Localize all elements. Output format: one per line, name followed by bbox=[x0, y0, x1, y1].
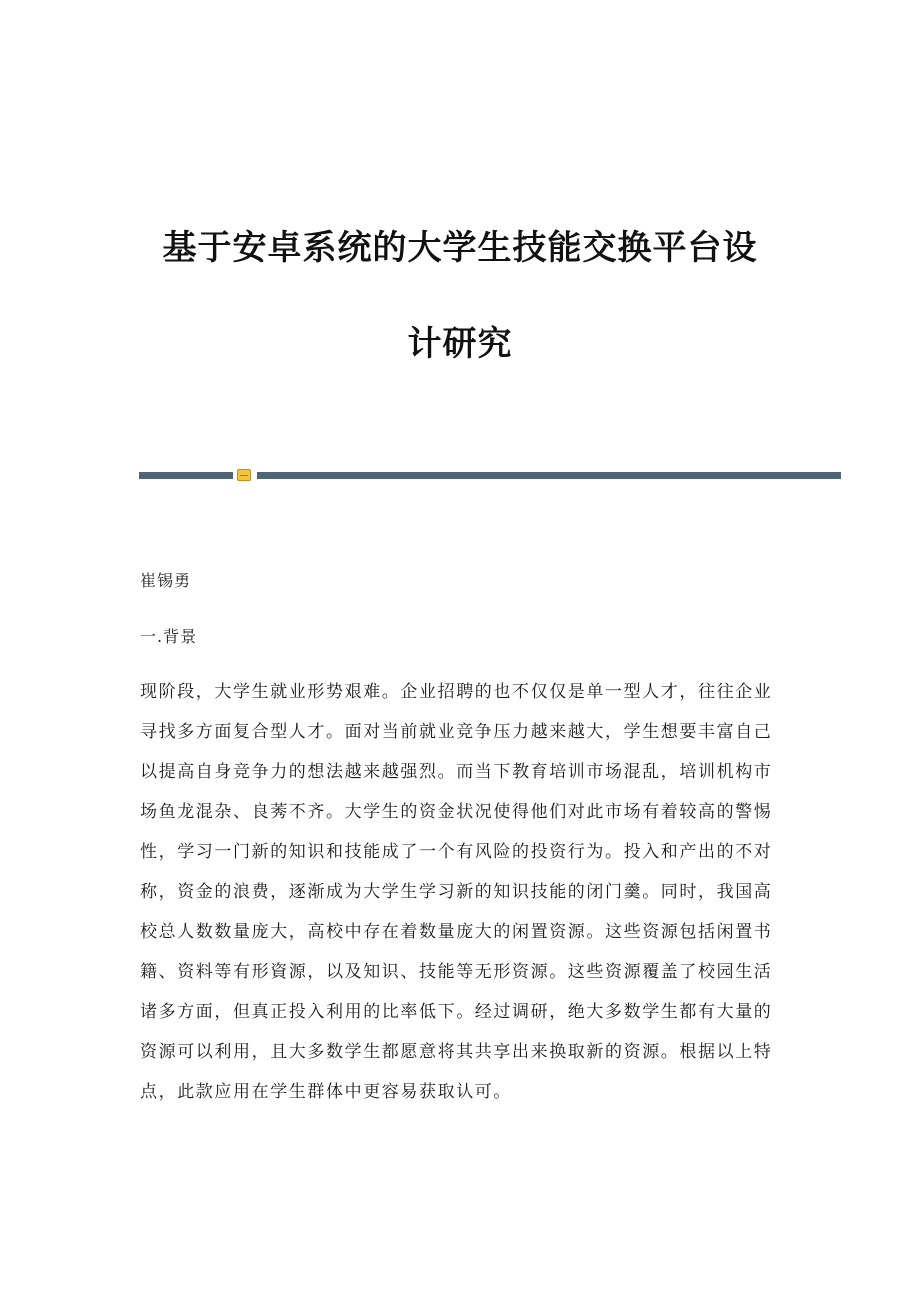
paragraph-line: 资源可以利用，且大多数学生都愿意将其共享出来换取新的资源。根据以上特 bbox=[140, 1042, 773, 1062]
author-name: 崔锡勇 bbox=[140, 571, 192, 590]
divider-bar-right bbox=[257, 472, 841, 479]
paragraph-line: 以提高自身竞争力的想法越来越强烈。而当下教育培训市场混乱，培训机构市 bbox=[140, 762, 773, 782]
title-divider bbox=[139, 469, 841, 481]
paragraph-line: 寻找多方面复合型人才。面对当前就业竞争压力越来越大，学生想要丰富自己 bbox=[140, 722, 773, 742]
body-paragraph bbox=[140, 678, 780, 1118]
paragraph-line: 籍、资料等有形資源，以及知识、技能等无形资源。这些资源覆盖了校园生活 bbox=[140, 962, 773, 982]
document-title-line-2: 计研究 bbox=[407, 324, 513, 364]
paragraph-line: 性，学习一门新的知识和技能成了一个有风险的投资行为。投入和产出的不对 bbox=[140, 842, 773, 862]
paragraph-line: 场鱼龙混杂、良莠不齐。大学生的资金状况使得他们对此市场有着较高的警惕 bbox=[140, 802, 773, 822]
paragraph-line: 点，此款应用在学生群体中更容易获取认可。 bbox=[140, 1082, 512, 1102]
paragraph-line: 诸多方面，但真正投入利用的比率低下。经过调研，绝大多数学生都有大量的 bbox=[140, 1002, 773, 1022]
paragraph-line: 校总人数数量庞大，高校中存在着数量庞大的闲置资源。这些资源包括闲置书 bbox=[140, 922, 773, 942]
document-title-line-1: 基于安卓系统的大学生技能交换平台设 bbox=[162, 228, 758, 268]
divider-ornament-icon bbox=[237, 469, 251, 481]
section-heading: 一.背景 bbox=[140, 627, 198, 646]
paragraph-line: 现阶段，大学生就业形势艰难。企业招聘的也不仅仅是单一型人才，往往企业 bbox=[140, 682, 773, 702]
divider-bar-left bbox=[139, 472, 233, 479]
paragraph-line: 称，资金的浪费，逐渐成为大学生学习新的知识技能的闭门羹。同时，我国高 bbox=[140, 882, 773, 902]
